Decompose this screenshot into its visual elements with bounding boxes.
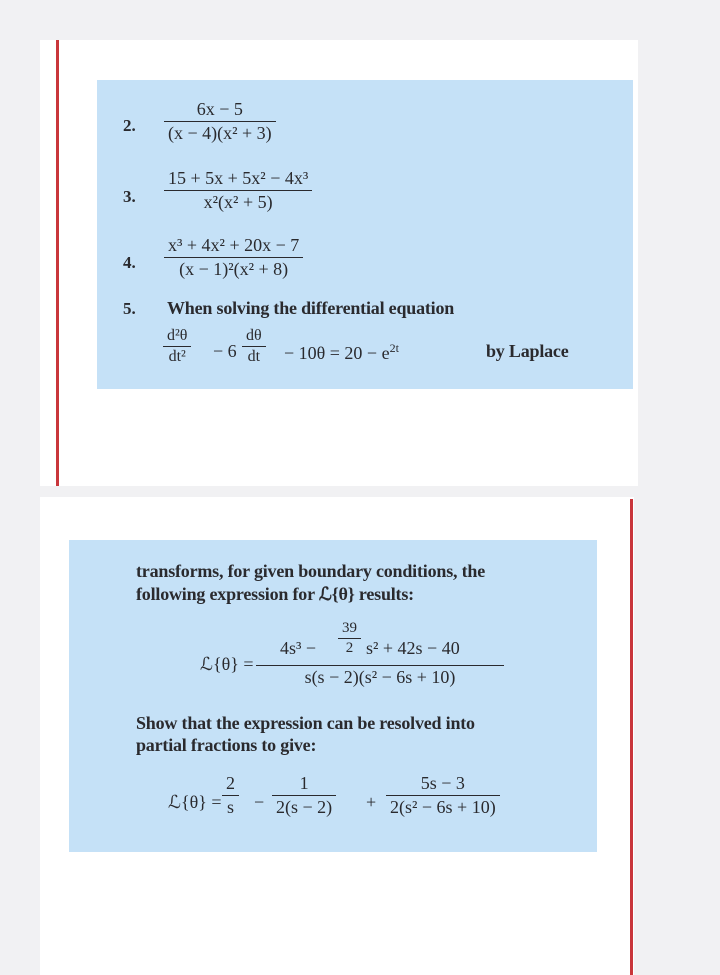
- num-part-2: s² + 42s − 40: [366, 638, 460, 658]
- lhs-laplace-theta-2: ℒ{θ} =: [168, 792, 222, 812]
- fraction-bar: [386, 795, 500, 796]
- fraction-item-4: [164, 235, 303, 279]
- big-fraction-denominator: s(s − 2)(s² − 6s + 10): [304, 667, 456, 687]
- big-fraction: [256, 620, 504, 688]
- numerator: 1: [299, 773, 309, 793]
- margin-line-right: [630, 499, 633, 975]
- denominator: (x − 4)(x² + 3): [168, 122, 272, 143]
- denominator: dt: [247, 348, 261, 366]
- numerator: 2: [226, 773, 235, 793]
- term-1-over-2s-minus-2: [272, 773, 336, 817]
- big-fraction-numerator: [256, 620, 504, 664]
- numerator: 39: [342, 620, 357, 636]
- item-number-5: 5.: [123, 299, 136, 318]
- operator-minus: −: [254, 792, 265, 812]
- item-number-3: 3.: [123, 187, 136, 206]
- fraction-item-2: [164, 99, 276, 143]
- intro-line-1: transforms, for given boundary conditions, the: [136, 561, 485, 581]
- num-part-1: 4s³ −: [280, 638, 317, 658]
- numerator: 15 + 5x + 5x² − 4x³: [168, 168, 309, 188]
- numerator: x³ + 4x² + 20x − 7: [168, 235, 300, 255]
- denominator: (x − 1)²(x² + 8): [179, 258, 289, 279]
- denominator: x²(x² + 5): [203, 191, 273, 212]
- numerator: dθ: [246, 327, 262, 344]
- denominator: 2(s² − 6s + 10): [390, 796, 496, 817]
- fraction-bar: [338, 638, 361, 639]
- eq-tail-text: by Laplace: [486, 341, 569, 361]
- eq-rest-text: − 10θ = 20 − e: [284, 343, 390, 363]
- term-5s-minus-3: [386, 773, 500, 817]
- intro-line-2: following expression for ℒ{θ} results:: [136, 584, 414, 604]
- denominator: s: [226, 796, 234, 817]
- item-number-4: 4.: [123, 253, 136, 272]
- show-line-1: Show that the expression can be resolved into: [136, 713, 475, 733]
- term-2-over-s: [222, 773, 239, 817]
- big-fraction-bar: [256, 665, 504, 666]
- fraction-dtheta: [242, 327, 266, 367]
- fraction-bar: [164, 190, 312, 191]
- fraction-39-over-2: [338, 620, 361, 658]
- fraction-bar: [164, 257, 303, 258]
- fraction-d2theta: [163, 327, 191, 367]
- lhs-laplace-theta-1: ℒ{θ} =: [200, 654, 254, 674]
- eq-exponent: 2t: [389, 341, 399, 355]
- numerator: 5s − 3: [420, 773, 465, 793]
- eq-minus-6: − 6: [213, 341, 237, 361]
- denominator: 2(s − 2): [276, 796, 333, 817]
- denominator: dt²: [168, 348, 186, 366]
- fraction-bar: [272, 795, 336, 796]
- denominator: 2: [345, 640, 354, 657]
- eq-rest: [284, 341, 399, 364]
- numerator: d²θ: [167, 327, 188, 344]
- fraction-bar: [164, 121, 276, 122]
- margin-line-left: [56, 40, 59, 486]
- item-number-2: 2.: [123, 116, 136, 135]
- fraction-bar: [222, 795, 239, 796]
- show-line-2: partial fractions to give:: [136, 735, 317, 755]
- fraction-item-3: [164, 168, 312, 212]
- fraction-bar: [242, 346, 266, 347]
- operator-plus: +: [366, 792, 377, 812]
- numerator: 6x − 5: [196, 99, 243, 119]
- item-5-text: When solving the differential equation: [167, 298, 455, 318]
- fraction-bar: [163, 346, 191, 347]
